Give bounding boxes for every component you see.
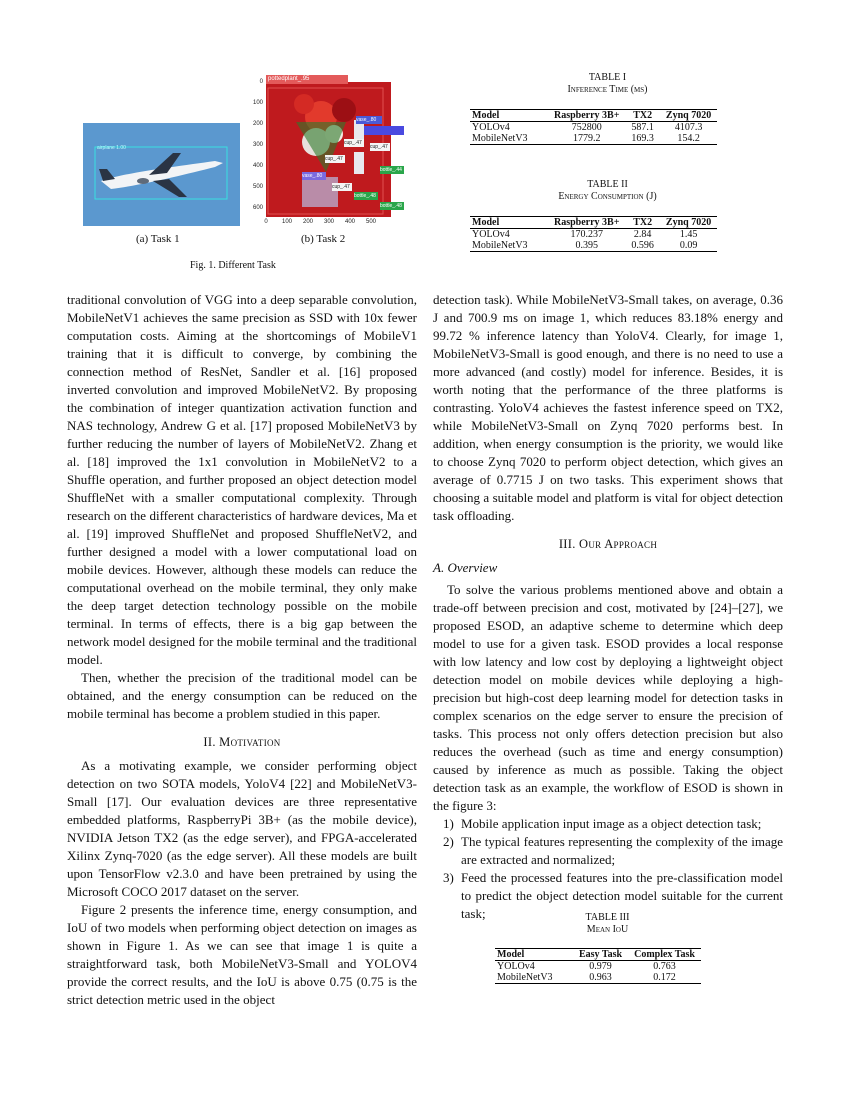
paragraph: traditional convolution of VGG into a deep separable convolution, MobileNetV1 achieves the same precision as SSD with 10x fewer computation costs. Aiming at the shortcomings of MobileV1 training that it is difficult to converge, by combining the connection method of ResNet, Sandler et al. [16] proposed inverted convolution and improved MobileNetV2. By proposing the combination of integer quantization activation function and NAS technology, Andrew G et al. [17] proposed MobileNetV3 by further reducing the number of layers of MobileNetV2. Zhang et al. [18] improved the 1x1 convolution in MobileNetV2 to a Shuffle operation, and further proposed an object detection model ShuffleNet with a smaller computational complexity. Through research on the different characteristics of hardware devices, Ma et al. [19] improved ShuffleNet and proposed ShuffleNetV2, and further designed a model with a lower computational load on mobile devices. However, although these models can reduce the computational overhead on the mobile terminal, they only make the deep target detection technology possible on the mobile terminal. In terms of effects, there is a big gap between the network model designed for the mobile terminal and the traditional model. (67, 292, 417, 667)
flower-box-label: cup_.47 (344, 139, 364, 147)
table2-caption-number: TABLE II (587, 179, 628, 190)
list-number: 1) (443, 816, 454, 831)
table-cell: MobileNetV3 (495, 972, 573, 984)
table3-caption-number: TABLE III (585, 912, 630, 923)
table-cell: 154.2 (660, 133, 717, 145)
table-header-cell: Easy Task (573, 949, 628, 961)
y-tick: 200 (252, 121, 263, 127)
flower-box-label: vase_.80 (356, 116, 382, 124)
table-row (470, 122, 717, 134)
table-header-cell: Zynq 7020 (660, 217, 717, 229)
table-cell: 0.395 (548, 240, 625, 252)
table-cell: 170.237 (570, 229, 603, 240)
table-cell: MobileNetV3 (470, 133, 548, 145)
table-cell: YOLOv4 (497, 961, 535, 972)
subcaption-b: (b) Task 2 (301, 233, 346, 245)
left-column (67, 291, 417, 1009)
y-tick: 500 (252, 184, 263, 190)
table3 (495, 948, 701, 984)
table1-caption-title: Inference Time (ms) (567, 84, 648, 95)
flower-box-label: cup_.47 (325, 155, 345, 163)
table-header-row (495, 949, 701, 961)
x-tick: 300 (323, 219, 334, 225)
table-cell: 0.596 (625, 240, 660, 252)
table3-caption (495, 912, 720, 936)
table-header-cell: Model (470, 110, 548, 122)
workflow-list (433, 815, 783, 923)
flower-top-label: pottedplant_.95 (266, 75, 348, 84)
flower-box-label: cup_.47 (332, 183, 352, 191)
table-header-cell: Raspberry 3B+ (548, 217, 625, 229)
table-cell: 1779.2 (548, 133, 625, 145)
x-tick: 500 (365, 219, 376, 225)
table-row (470, 133, 717, 145)
table-header-cell: Complex Task (628, 949, 701, 961)
list-number: 2) (443, 834, 454, 849)
y-tick: 300 (252, 142, 263, 148)
paragraph: To solve the various problems mentioned above and obtain a trade-off between precision and cost, motivated by [24]–[27], we proposed ESOD, an adaptive scheme to determine which deep model to use for a given task. ESOD provides a local response with low latency and low cost by deploying a lightweight object detection model on mobile devices while deploying a high-precision but high-cost deep learning model for detection tasks in complex scenarios on the edge server to ensure the precision of tasks. This process not only offers detection precision but also reduces the overhead (such as time and energy consumption) caused by inference as much as possible. Taking the object detection task as an example, the workflow of ESOD is shown in the figure 3: (433, 582, 783, 813)
table2-caption-title: Energy Consumption (J) (558, 191, 657, 202)
figure-task1-image (83, 123, 240, 226)
table-header-row (470, 110, 717, 122)
list-item (433, 815, 783, 833)
table-cell: 4107.3 (674, 122, 703, 133)
right-column (433, 291, 783, 923)
y-tick: 0 (259, 79, 263, 85)
table-header-cell: Model (470, 217, 548, 229)
table-header-row (470, 217, 717, 229)
list-text: The typical features representing the complexity of the image are extracted and normalized; (461, 834, 783, 867)
y-tick: 400 (252, 163, 263, 169)
table-header-cell: Zynq 7020 (660, 110, 717, 122)
table-cell: YOLOv4 (472, 122, 510, 133)
table1-caption-number: TABLE I (588, 72, 627, 83)
table-cell: 0.09 (660, 240, 717, 252)
paragraph: Figure 2 presents the inference time, energy consumption, and IoU of two models when performing object detection on images as shown in Figure 1. As we can see that image 1 is quite a straightforward task, both MobileNetV3-Small and YOLOV4 provide the correct results, and the IoU is above 0.75 (0.75 is the strict detection metric used in the object (67, 902, 417, 1007)
subcaption-a: (a) Task 1 (136, 233, 180, 245)
table-cell: 2.84 (633, 229, 652, 240)
table1 (470, 109, 717, 145)
table-cell: 0.172 (628, 972, 701, 984)
flower-box-label: cup_.47 (370, 143, 390, 151)
section-heading: II. Motivation (203, 735, 281, 749)
flower-box-label: bottle_.48 (380, 202, 404, 210)
flower-box-label: bottle_.48 (354, 192, 378, 200)
list-text: Mobile application input image as a object detection task; (461, 816, 762, 831)
paragraph: As a motivating example, we consider performing object detection on two SOTA models, YoloV4 [22] and MobileNetV3-Small [17]. Our evaluation devices are three representative embedded platforms, RaspberryPi 3B+ (as the mobile device), NVIDIA Jetson TX2 (as the edge server), and FPGA-accelerated Xilinx Zynq-7020 (as the edge server). All these models are built upon TensorFlow v2.3.0 and have been pretrained by using the Microsoft COCO 2017 dataset on the server. (67, 758, 417, 899)
x-tick: 0 (264, 219, 268, 225)
table-cell: 169.3 (625, 133, 660, 145)
table-cell: MobileNetV3 (470, 240, 548, 252)
y-tick: 100 (252, 100, 263, 106)
table-cell: 0.763 (653, 961, 676, 972)
y-tick: 600 (252, 205, 263, 211)
table2 (470, 216, 717, 252)
table3-caption-title: Mean IoU (586, 924, 629, 935)
table-cell: 0.979 (589, 961, 612, 972)
flower-box-label: bottle_.44 (380, 166, 404, 174)
table-row (470, 240, 717, 252)
list-text: Feed the processed features into the pre-classification model to predict the object detection model suitable for the current task; (461, 870, 783, 921)
table-row (470, 229, 717, 241)
paragraph: detection task). While MobileNetV3-Small takes, on average, 0.36 J and 700.9 ms on image 1, which reduces 83.18% energy and 99.72 % inference latency than YoloV4. Clearly, for image 1, MobileNetV3-Small is good enough, and there is no need to use a more advanced (and costly) model for inference. Besides, it is worth noting that the performance of the three platforms is contrasting. YoloV4 achieves the fastest inference speed on TX2, while MobileNetV3-Small on Zynq 7020 performs best. In addition, when energy consumption is the priority, we would like to choose Zynq 7020 to perform object detection, which gives an average of 0.7715 J on two tasks. This experiment shows that choosing a suitable model and platform is vital for object detection task offloading. (433, 292, 783, 523)
table-cell: 587.1 (631, 122, 654, 133)
table-cell: YOLOv4 (472, 229, 510, 240)
list-number: 3) (443, 870, 454, 885)
x-tick: 200 (302, 219, 313, 225)
figure-caption: Fig. 1. Different Task (190, 260, 276, 271)
table-header-cell: Model (495, 949, 573, 961)
table-cell: 1.45 (679, 229, 698, 240)
paragraph: Then, whether the precision of the traditional model can be obtained, and the energy consumption can be reduced on the mobile terminal has become a problem studied in this paper. (67, 670, 417, 721)
table-header-cell: Raspberry 3B+ (548, 110, 625, 122)
table-row (495, 961, 701, 973)
flower-box-label: vase_.80 (302, 172, 326, 180)
table2-caption (470, 179, 745, 203)
table-cell: 0.963 (573, 972, 628, 984)
table-row (495, 972, 701, 984)
plane-detection-label: airplane 1.00 (97, 145, 126, 151)
section-heading: III. Our Approach (558, 537, 658, 551)
x-tick: 100 (281, 219, 292, 225)
table-cell: 752800 (571, 122, 602, 133)
subsection-heading: A. Overview (433, 560, 498, 575)
table-header-cell: TX2 (625, 110, 660, 122)
table1-caption (470, 72, 745, 96)
x-tick: 400 (344, 219, 355, 225)
flower-box-marker (364, 126, 404, 135)
table-header-cell: TX2 (625, 217, 660, 229)
list-item (433, 833, 783, 869)
